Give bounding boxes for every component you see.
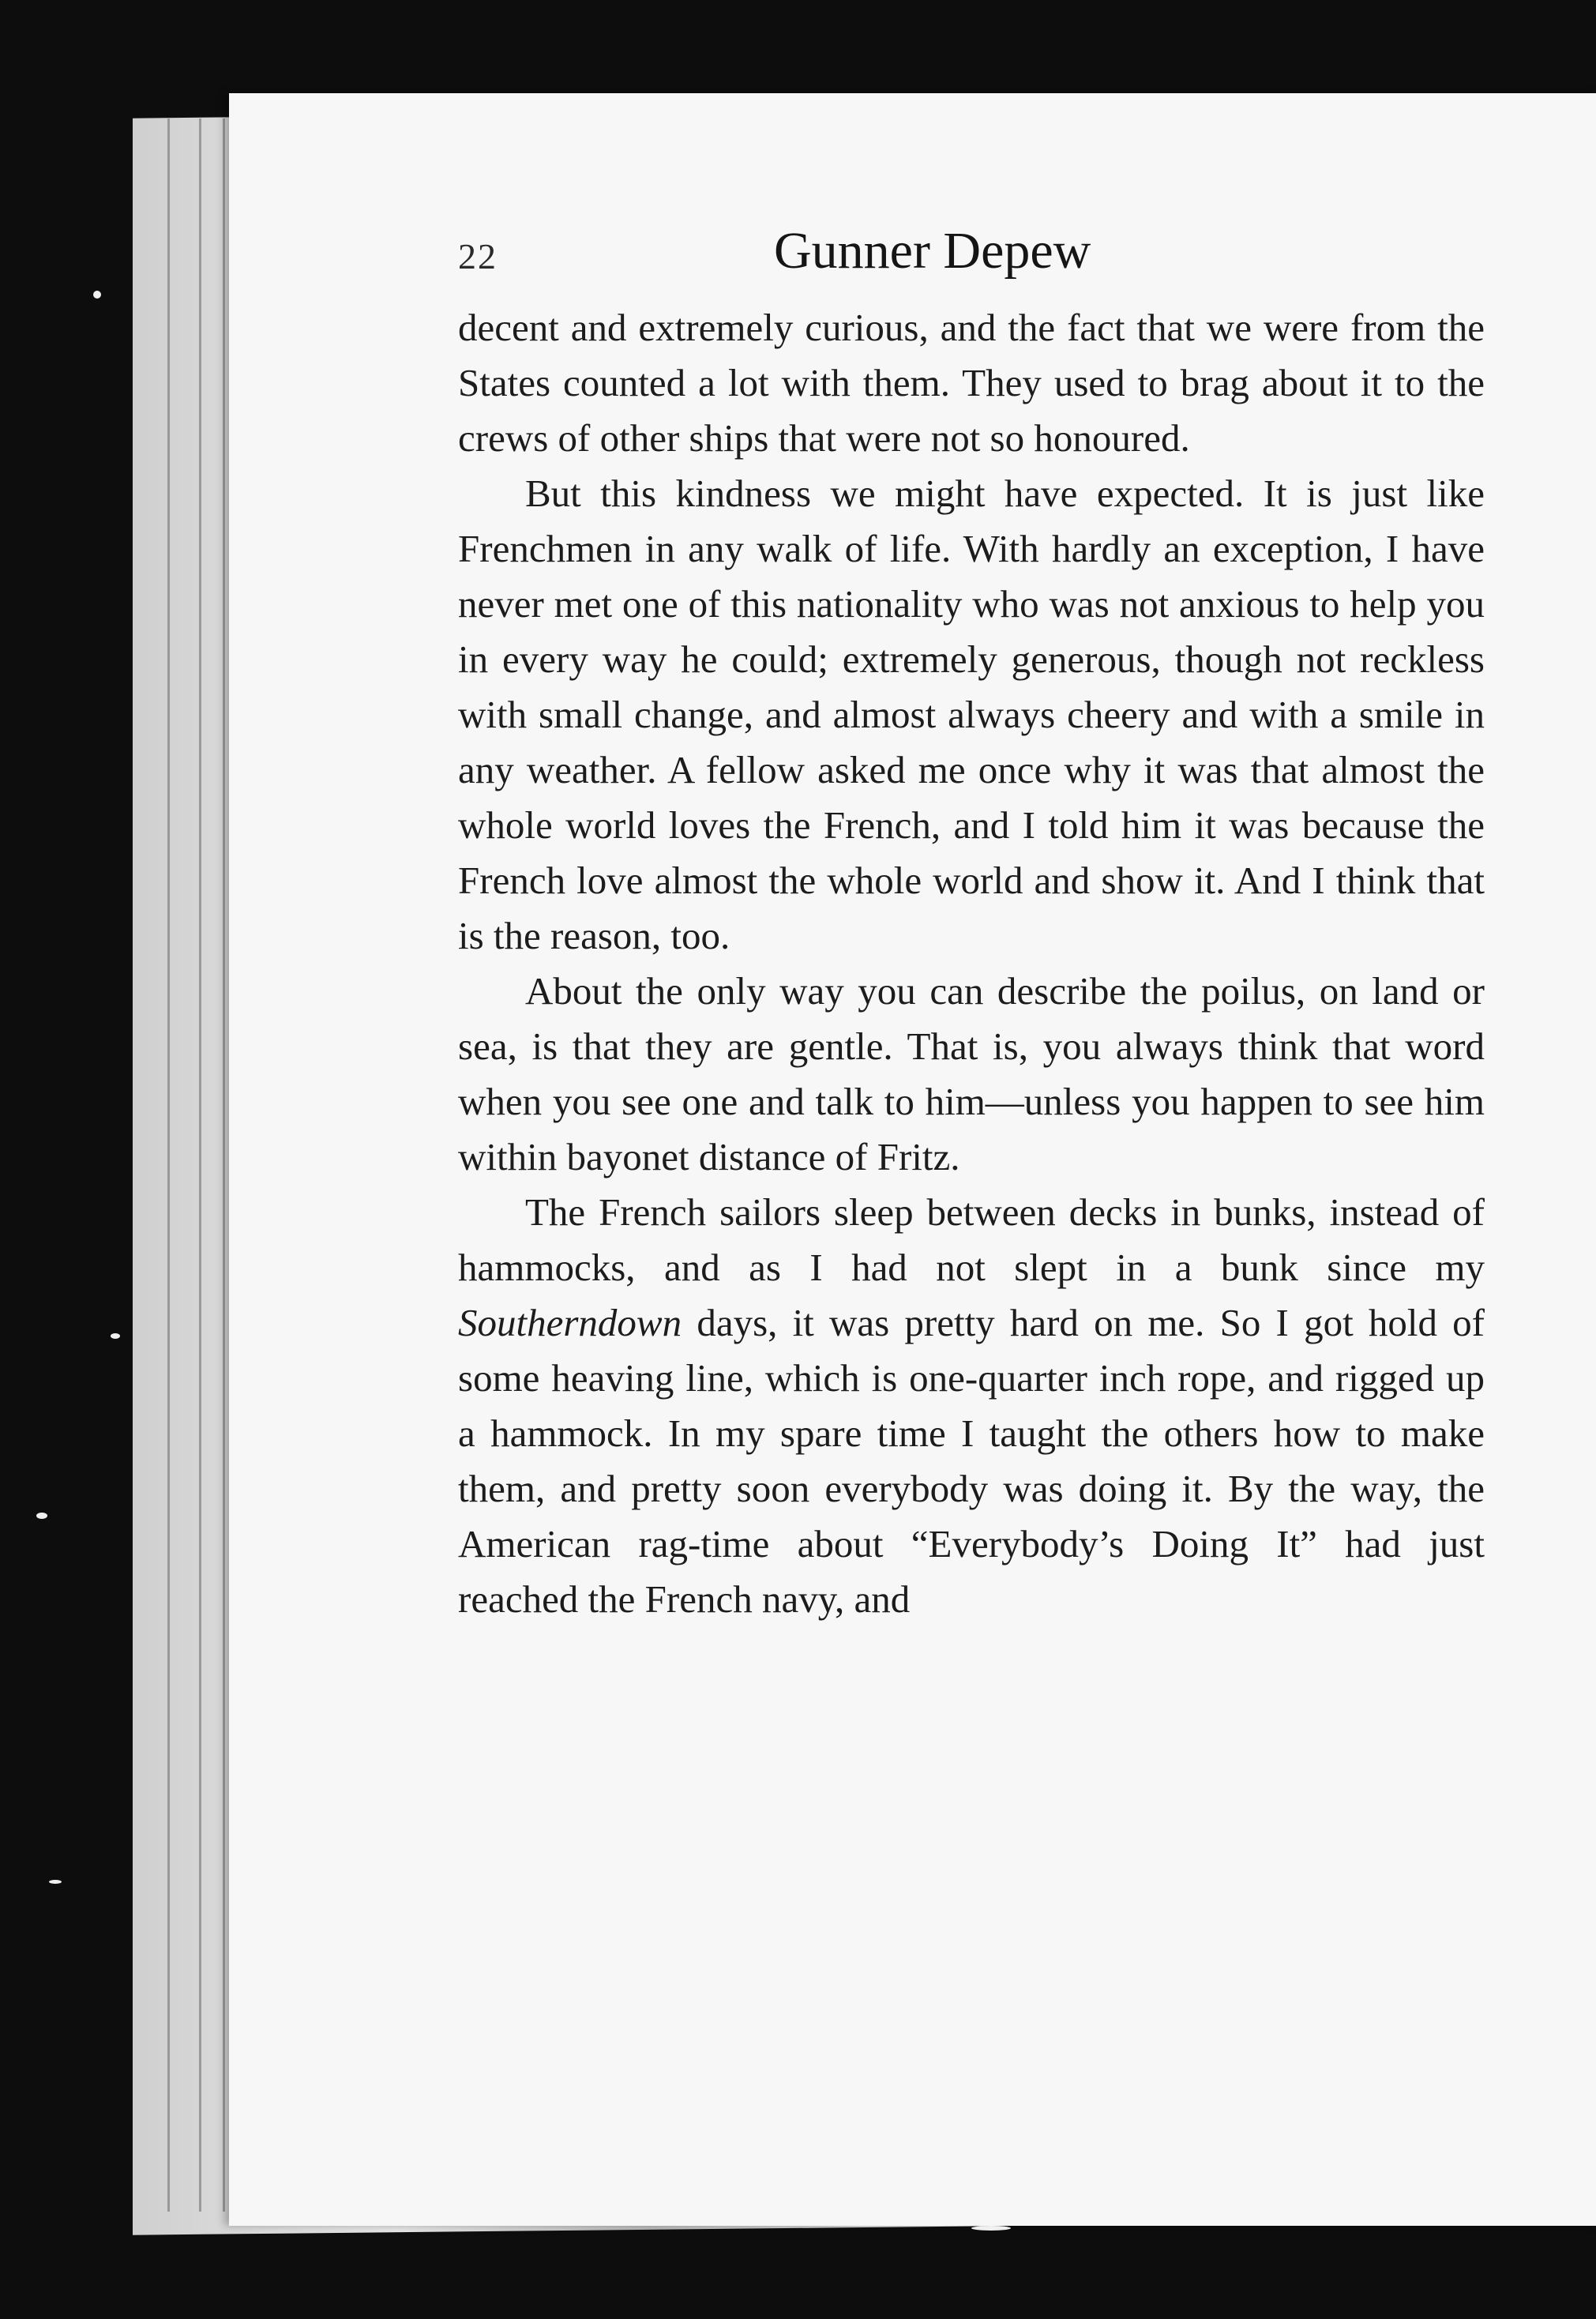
- scan-speck: [36, 1513, 47, 1519]
- page-header: [458, 221, 1485, 292]
- page-number: 22: [458, 236, 498, 276]
- text-segment: But this kindness we might have expected. It is just like Frenchmen in any walk of life. With hardly an exception, I have never met one of this nationality who was not anxious to help you in every way he could; extremely generous, though not reckless with small change, and almost always cheery and with a smile in any weather. A fellow asked me once why it was that almost the whole world loves the French, and I told him it was because the French love almost the whole world and show it. And I think that is the reason, too.: [458, 472, 1485, 957]
- text-segment: days, it was pretty hard on me. So I got hold of some heaving line, which is one-quarter inch rope, and rigged up a hammock. In my spare time I taught the others how to make them, and pretty soon everybody was doing it. By the way, the American rag-time about “Everybody’s Doing It” had just reached the French navy, and: [458, 1301, 1485, 1621]
- paragraph: [458, 1185, 1485, 1627]
- italic-ship-name: Southerndown: [458, 1301, 682, 1344]
- body-text: [458, 300, 1485, 1627]
- scan-speck: [971, 2226, 1011, 2231]
- paragraph: [458, 964, 1485, 1185]
- running-title: Gunner Depew: [774, 222, 1091, 280]
- paragraph: [458, 300, 1485, 466]
- scan-speck: [49, 1880, 62, 1884]
- gutter-line: [167, 118, 170, 2212]
- text-segment: About the only way you can describe the poilus, on land or sea, is that they are gentle. That is, you always think that word when you see one and talk to him—unless you happen to see him within bayonet distance of Fritz.: [458, 969, 1485, 1178]
- text-segment: The French sailors sleep between decks in bunks, instead of hammocks, and as I had not slept in a bunk since my: [458, 1190, 1485, 1289]
- scan-speck: [111, 1333, 120, 1339]
- text-segment: decent and extremely curious, and the fact that we were from the States counted a lot with them. They used to brag about it to the crews of other ships that were not so honoured.: [458, 306, 1485, 460]
- gutter-line: [223, 118, 225, 2212]
- gutter-line: [199, 118, 201, 2212]
- paragraph: [458, 466, 1485, 964]
- scan-speck: [93, 291, 101, 299]
